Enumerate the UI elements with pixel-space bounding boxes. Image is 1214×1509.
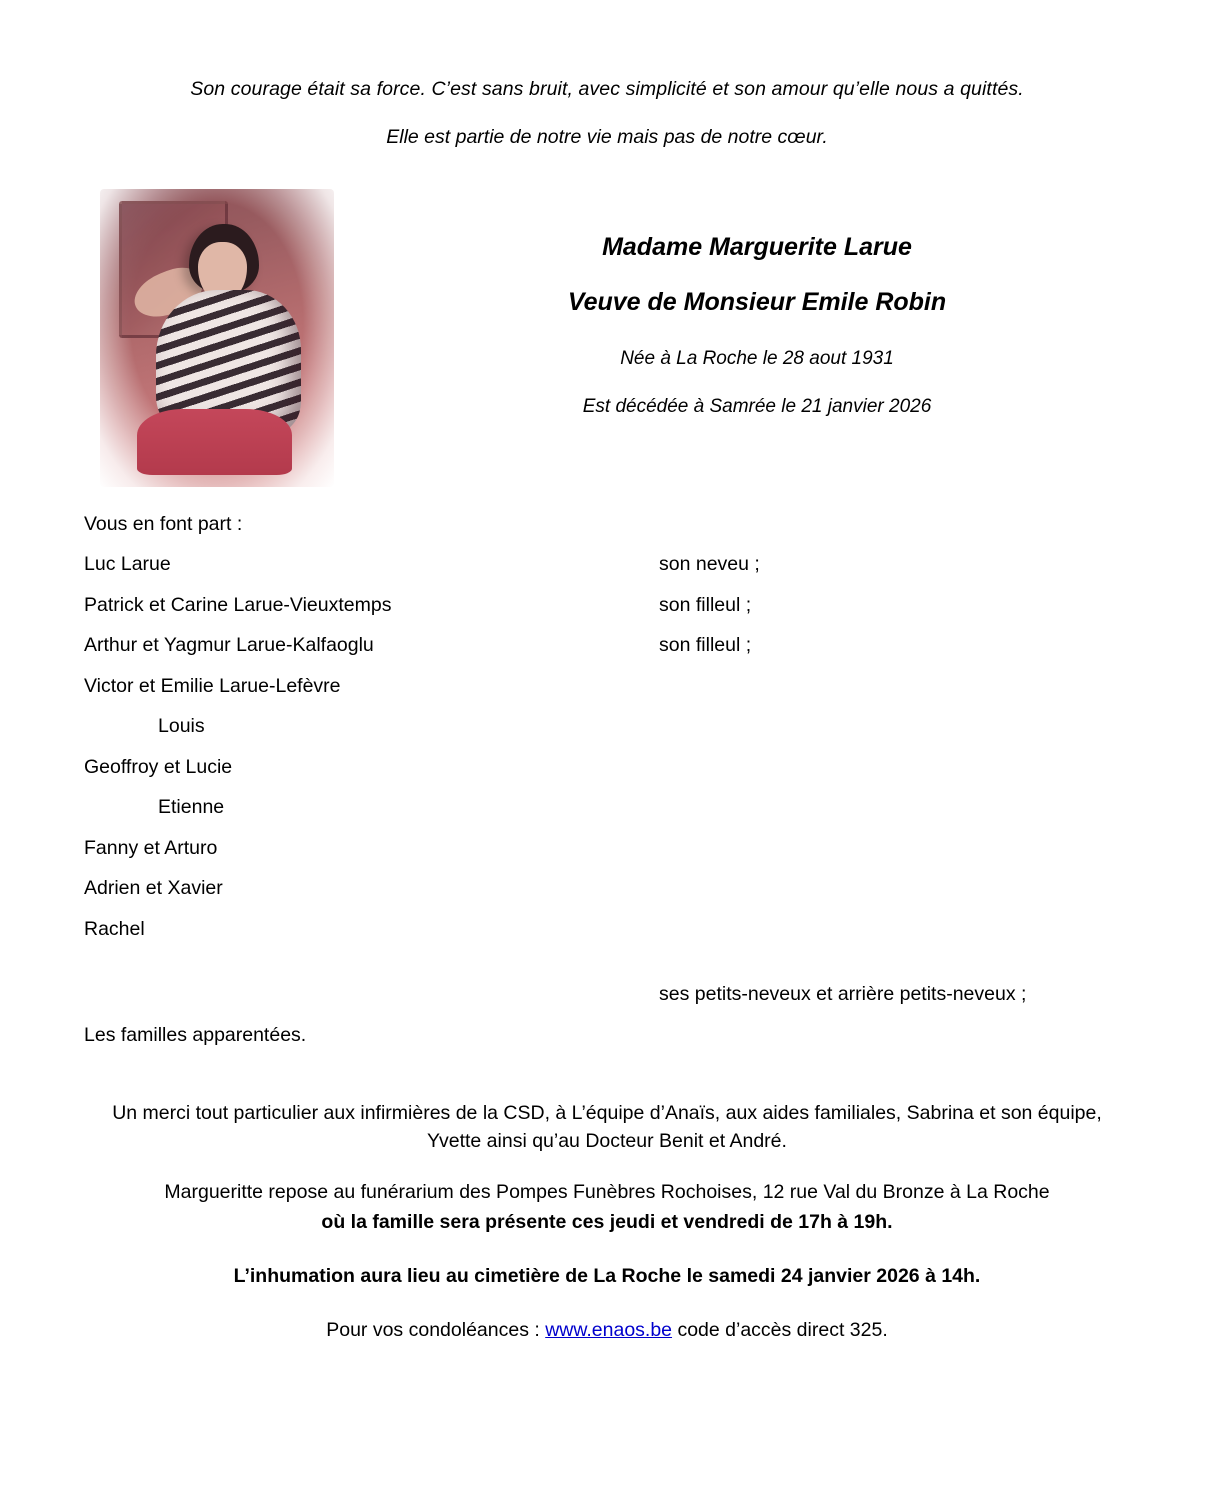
family-member-name: Geoffroy et Lucie bbox=[84, 755, 233, 778]
family-member-name: Louis bbox=[158, 715, 205, 738]
burial-paragraph: L’inhumation aura lieu au cimetière de La Roche le samedi 24 janvier 2026 à 14h. bbox=[233, 1265, 981, 1288]
repose-text: Margueritte repose au funérarium des Pompes Funèbres Rochoises, 12 rue Val du Bronze à La Roche bbox=[164, 1180, 1050, 1203]
family-member-name: Rachel bbox=[84, 917, 145, 940]
family-row bbox=[84, 555, 1130, 575]
hero-section bbox=[84, 189, 1130, 501]
family-member-relation: son filleul ; bbox=[659, 634, 752, 657]
family-member-name: Etienne bbox=[158, 796, 225, 819]
deceased-name: Madame Marguerite Larue bbox=[602, 232, 912, 261]
family-member-relation: son filleul ; bbox=[659, 593, 752, 616]
portrait-photo bbox=[100, 189, 334, 487]
deceased-spouse: Veuve de Monsieur Emile Robin bbox=[567, 287, 947, 316]
epigraph-line-1: Son courage était sa force. C’est sans bruit, avec simplicité et son amour qu’elle nous a quittés. bbox=[190, 78, 1024, 100]
family-announcement bbox=[84, 512, 1130, 1046]
family-row bbox=[84, 836, 1130, 859]
family-row bbox=[84, 798, 1130, 818]
family-row bbox=[84, 985, 1130, 1005]
repose-paragraph bbox=[84, 1178, 1130, 1237]
condolences-suffix: code d’accès direct 325. bbox=[672, 1319, 888, 1342]
epigraph-line-2: Elle est partie de notre vie mais pas de notre cœur. bbox=[386, 126, 828, 149]
family-closing: Les familles apparentées. bbox=[84, 1023, 307, 1046]
identity-block bbox=[384, 233, 1130, 418]
family-row bbox=[84, 879, 1130, 899]
family-row bbox=[84, 636, 1130, 656]
family-row bbox=[84, 755, 1130, 778]
thanks-paragraph: Un merci tout particulier aux infirmières de la CSD, à L’équipe d’Anaïs, aux aides familiales, Sabrina et son équipe, Yvette ainsi qu’au Docteur Benit et André. bbox=[112, 1102, 1102, 1153]
birth-info: Née à La Roche le 28 aout 1931 bbox=[620, 347, 894, 369]
condolences-link[interactable]: www.enaos.be bbox=[545, 1319, 673, 1342]
family-member-name: Adrien et Xavier bbox=[84, 877, 223, 900]
condolences-paragraph bbox=[84, 1316, 1130, 1344]
family-intro: Vous en font part : bbox=[84, 512, 243, 535]
repose-hours: où la famille sera présente ces jeudi et vendredi de 17h à 19h. bbox=[321, 1210, 893, 1233]
epigraph bbox=[84, 76, 1130, 151]
family-member-name: Luc Larue bbox=[84, 553, 171, 576]
family-row bbox=[84, 593, 1130, 616]
family-member-name: Patrick et Carine Larue-Vieuxtemps bbox=[84, 593, 392, 616]
closing-section bbox=[84, 1099, 1130, 1345]
portrait-skirt bbox=[137, 409, 291, 475]
family-member-name: Arthur et Yagmur Larue-Kalfaoglu bbox=[84, 634, 374, 657]
family-member-relation: ses petits-neveux et arrière petits-neveux ; bbox=[659, 983, 1027, 1006]
family-row bbox=[84, 917, 1130, 940]
family-row bbox=[84, 717, 1130, 737]
death-info: Est décédée à Samrée le 21 janvier 2026 bbox=[582, 395, 932, 417]
condolences-prefix: Pour vos condoléances : bbox=[326, 1319, 546, 1342]
family-row bbox=[84, 674, 1130, 697]
family-member-name: Victor et Emilie Larue-Lefèvre bbox=[84, 674, 341, 697]
family-member-relation: son neveu ; bbox=[659, 553, 760, 576]
family-member-name: Fanny et Arturo bbox=[84, 836, 218, 859]
